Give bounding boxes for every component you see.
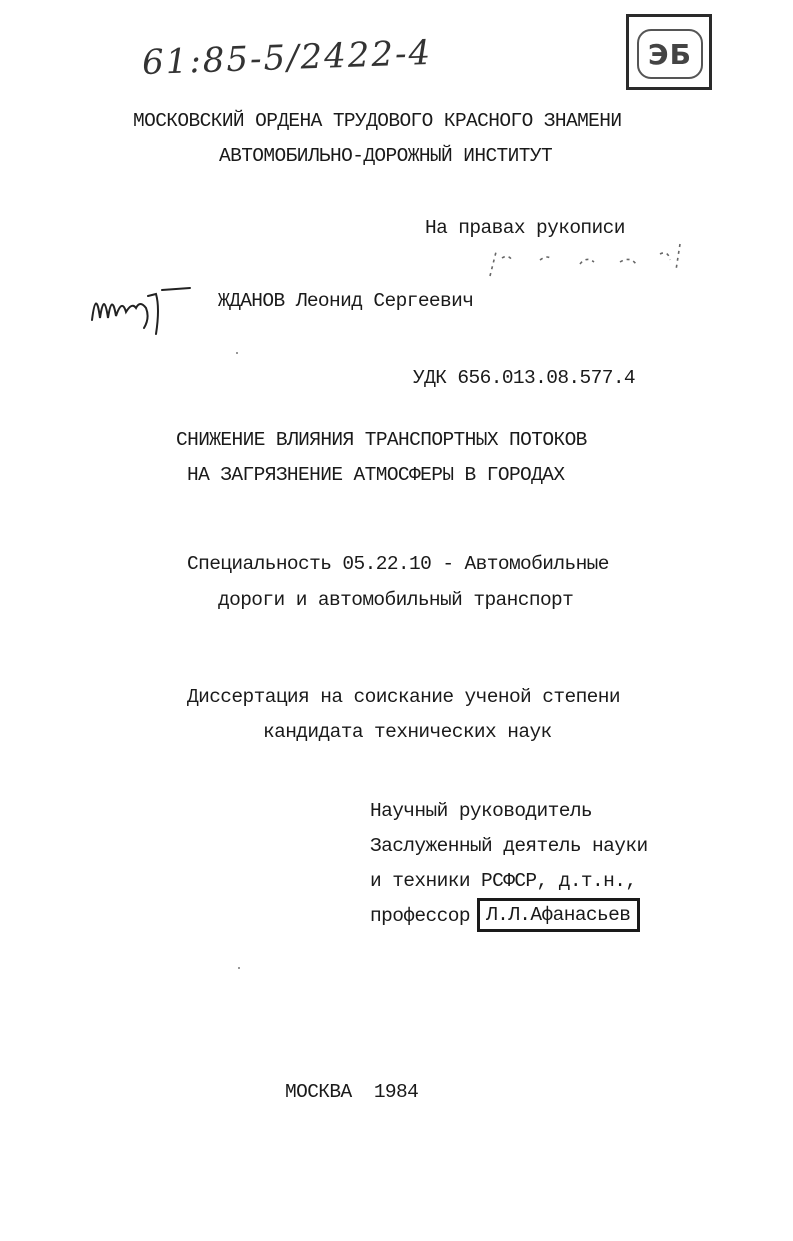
degree-line1: Диссертация на соискание ученой степени	[187, 686, 620, 708]
dissertation-title-line1: СНИЖЕНИЕ ВЛИЯНИЯ ТРАНСПОРТНЫХ ПОТОКОВ	[176, 429, 587, 451]
scan-speck	[236, 352, 238, 354]
supervisor-line3: и техники РСФСР, д.т.н.,	[370, 870, 637, 892]
library-stamp	[626, 14, 712, 90]
supervisor-name-box: Л.Л.Афанасьев	[477, 898, 640, 932]
institute-name-line1: МОСКОВСКИЙ ОРДЕНА ТРУДОВОГО КРАСНОГО ЗНАМЕНИ	[133, 110, 622, 132]
manuscript-rights-note: На правах рукописи	[425, 217, 625, 239]
institute-name-line2: АВТОМОБИЛЬНО-ДОРОЖНЫЙ ИНСТИТУТ	[219, 145, 553, 167]
supervisor-title: профессор	[370, 905, 470, 927]
stamp-label: ЭБ	[637, 29, 703, 79]
handwritten-scribble-icon	[480, 240, 700, 280]
specialty-line2: дороги и автомобильный транспорт	[218, 589, 574, 611]
city-year: МОСКВА 1984	[285, 1081, 419, 1103]
specialty-line1: Специальность 05.22.10 - Автомобильные	[187, 553, 609, 575]
scan-speck	[238, 967, 240, 969]
udc-code: УДК 656.013.08.577.4	[413, 367, 636, 389]
supervisor-line1: Научный руководитель	[370, 800, 593, 822]
supervisor-line2: Заслуженный деятель науки	[370, 835, 648, 857]
degree-line2: кандидата технических наук	[263, 721, 552, 743]
dissertation-title-line2: НА ЗАГРЯЗНЕНИЕ АТМОСФЕРЫ В ГОРОДАХ	[187, 464, 565, 486]
author-name: ЖДАНОВ Леонид Сергеевич	[218, 290, 474, 312]
author-signature-icon	[86, 278, 196, 338]
handwritten-catalog-number: 61:85-5/2422-4	[141, 32, 433, 84]
